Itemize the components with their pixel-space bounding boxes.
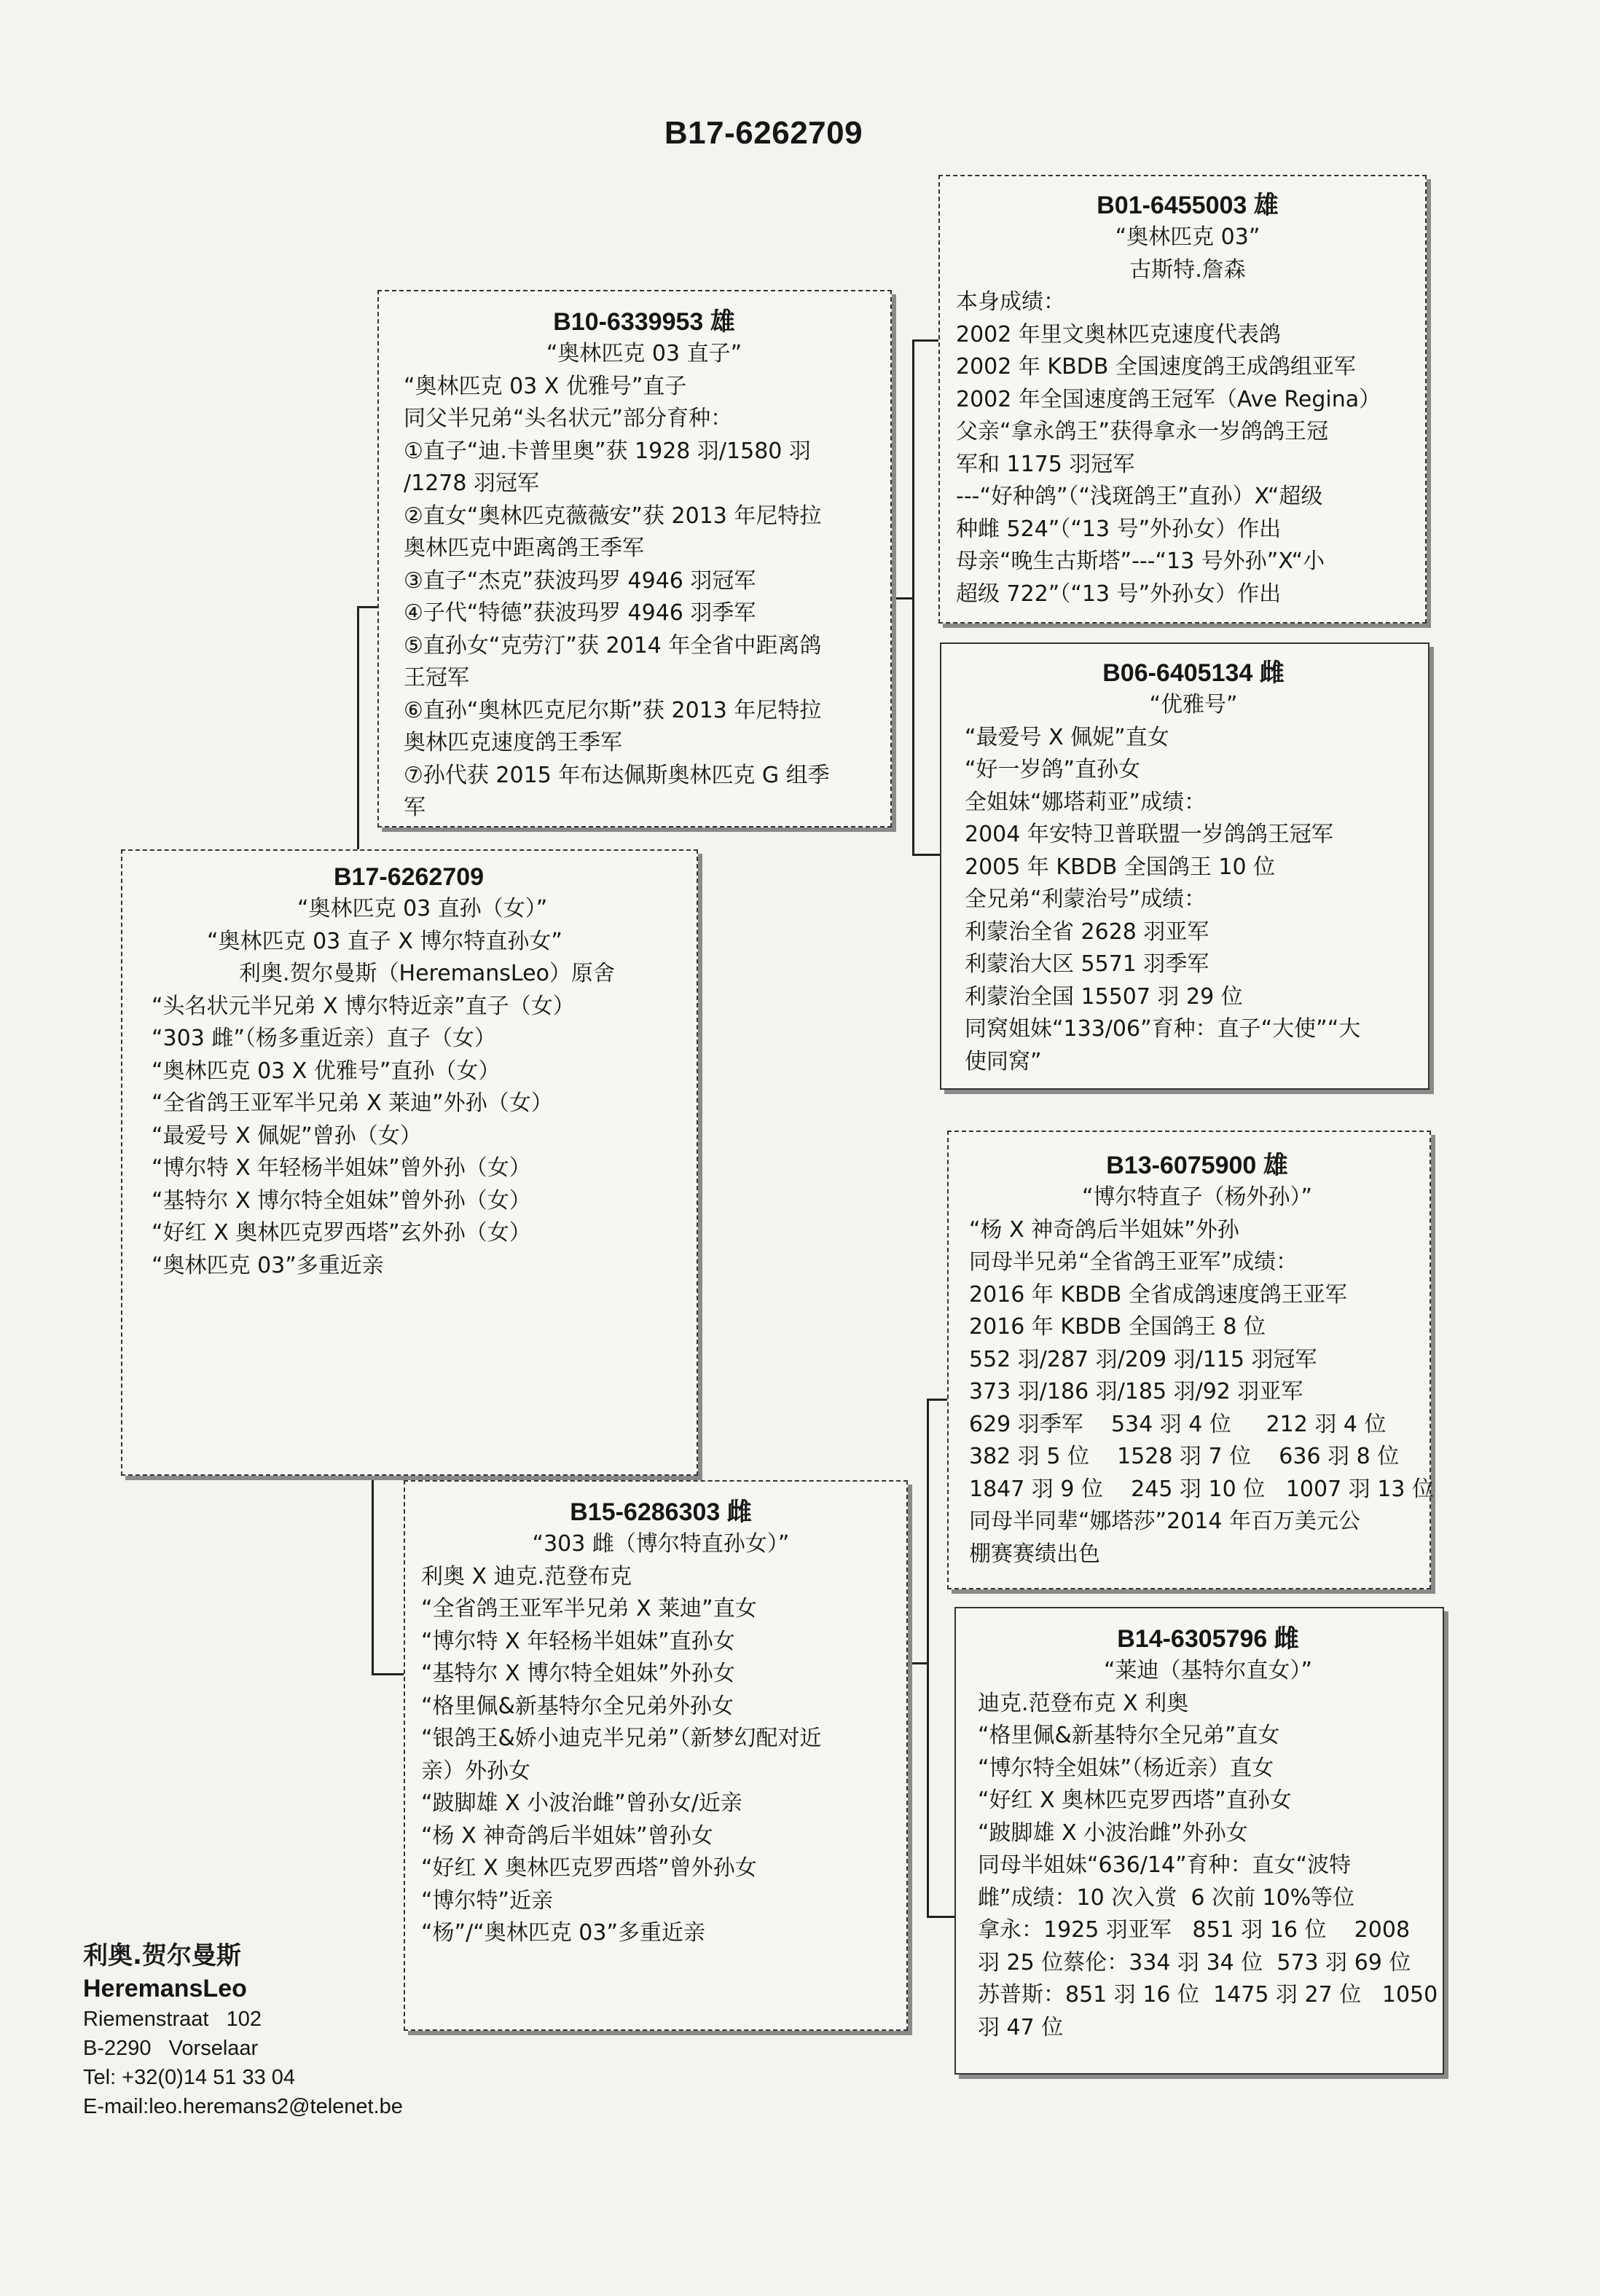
bird-id: B01-6455003 雄	[1097, 192, 1279, 219]
bird-line: “好一岁鸽”直孙女	[965, 757, 1141, 782]
bird-line: /1278 羽冠军	[404, 471, 539, 496]
bird-line: 552 羽/287 羽/209 羽/115 羽冠军	[969, 1346, 1317, 1372]
bird-line: “最爱号 X 佩妮”曾孙（女）	[152, 1123, 422, 1149]
bird-line: “优雅号”	[1149, 692, 1238, 718]
bird-id: B14-6305796 雌	[1117, 1625, 1299, 1653]
bird-line: 奥林匹克速度鸽王季军	[404, 730, 622, 755]
bird-line: “最爱号 X 佩妮”直女	[965, 724, 1169, 750]
bird-line: 2002 年 KBDB 全国速度鸽王成鸽组亚军	[956, 354, 1356, 380]
bird-line: 羽 47 位	[978, 2014, 1064, 2040]
bird-line: “好红 X 奥林匹克罗西塔”直孙女	[978, 1788, 1292, 1813]
bird-line: “奥林匹克 03”多重近亲	[152, 1252, 384, 1278]
bird-line: 2016 年 KBDB 全国鸽王 8 位	[969, 1314, 1266, 1340]
bird-line: “跛脚雄 X 小波治雌”曾孙女/近亲	[421, 1790, 742, 1816]
bird-line: 军	[404, 795, 426, 820]
address-tel: Tel: +32(0)14 51 33 04	[83, 2066, 296, 2089]
breeder-address	[83, 1939, 491, 2121]
connector-b10-parents	[896, 597, 914, 599]
bird-id: B17-6262709	[334, 863, 485, 891]
bird-line: “好红 X 奥林匹克罗西塔”曾外孙女	[421, 1855, 757, 1881]
connector-b15-parents	[911, 1662, 928, 1664]
bird-line: 古斯特.詹森	[1129, 256, 1246, 283]
pedigree-box-b06	[940, 642, 1430, 1090]
bird-line: ---“好种鸽”（“浅斑鸽王”直孙）X“超级	[956, 484, 1323, 509]
bird-line: “博尔特 X 年轻杨半姐妹”曾外孙（女）	[152, 1155, 531, 1181]
bird-line: 629 羽季军 534 羽 4 位 212 羽 4 位	[969, 1411, 1387, 1437]
bird-line: 王冠军	[404, 665, 469, 691]
breeder-name-cn: 利奥.贺尔曼斯	[83, 1941, 241, 1970]
bird-line: ④子代“特德”获波玛罗 4946 羽季军	[404, 600, 756, 626]
bird-line: ②直女“奥林匹克薇薇安”获 2013 年尼特拉	[404, 503, 822, 529]
bird-line: “博尔特 X 年轻杨半姐妹”直孙女	[421, 1628, 735, 1654]
pedigree-box-b17	[121, 849, 698, 1476]
bird-line: “基特尔 X 博尔特全姐妹”外孙女	[421, 1661, 735, 1686]
connector-b15-parents	[927, 1399, 929, 1916]
bird-line: 2002 年里文奥林匹克速度代表鸽	[956, 321, 1281, 347]
bird-line: “奥林匹克 03”	[1115, 224, 1260, 250]
bird-line: “杨 X 神奇鸽后半姐妹”曾孙女	[421, 1823, 713, 1849]
bird-line: “杨 X 神奇鸽后半姐妹”外孙	[969, 1216, 1239, 1243]
bird-line: 382 羽 5 位 1528 羽 7 位 636 羽 8 位	[969, 1444, 1400, 1469]
bird-line: 亲）外孙女	[421, 1758, 530, 1784]
bird-line: “全省鸽王亚军半兄弟 X 莱迪”直女	[421, 1596, 757, 1621]
bird-id: B13-6075900 雄	[1106, 1152, 1288, 1179]
bird-line: “好红 X 奥林匹克罗西塔”玄外孙（女）	[152, 1220, 531, 1246]
bird-line: “奥林匹克 03 直孙（女）”	[297, 896, 548, 921]
bird-line: “头名状元半兄弟 X 博尔特近亲”直子（女）	[152, 993, 575, 1019]
bird-line: “格里佩&新基特尔全兄弟”直女	[978, 1723, 1280, 1748]
bird-line: 全姐妹“娜塔莉亚”成绩：	[965, 789, 1207, 815]
pedigree-box-b01	[938, 175, 1427, 624]
bird-line: 1847 羽 9 位 245 羽 10 位 1007 羽 13 位	[969, 1476, 1434, 1502]
bird-line: 奥林匹克中距离鸽王季军	[404, 535, 644, 561]
bird-line: 2016 年 KBDB 全省成鸽速度鸽王亚军	[969, 1281, 1347, 1308]
bird-line: “奥林匹克 03 直子”	[546, 341, 742, 366]
connector-b17-sire	[357, 606, 359, 854]
connector-b17-dam	[372, 1673, 404, 1675]
pedigree-box-b14	[954, 1607, 1444, 2075]
connector-b10-parents	[912, 854, 941, 856]
connector-b10-parents	[912, 339, 914, 854]
address-street: Riemenstraat 102	[83, 2008, 262, 2031]
connector-b15-parents	[927, 1916, 956, 1918]
bird-line: ⑥直孙“奥林匹克尼尔斯”获 2013 年尼特拉	[404, 697, 822, 723]
address-city: B-2290 Vorselaar	[83, 2037, 259, 2060]
bird-line: 苏普斯：851 羽 16 位 1475 羽 27 位 1050	[978, 1982, 1438, 2008]
bird-line: 全兄弟“利蒙治号”成绩：	[965, 886, 1207, 912]
bird-line: 利奥.贺尔曼斯（HeremansLeo）原舍	[239, 961, 615, 986]
bird-line: 军和 1175 羽冠军	[956, 451, 1135, 477]
bird-id: B06-6405134 雌	[1102, 659, 1285, 687]
bird-line: 超级 722”（“13 号”外孙女）作出	[956, 581, 1282, 607]
connector-b10-parents	[912, 339, 940, 342]
bird-id: B15-6286303 雌	[570, 1498, 752, 1526]
bird-line: “303 雌”（杨多重近亲）直子（女）	[152, 1026, 496, 1051]
bird-line: 2002 年全国速度鸽王冠军（Ave Regina）	[956, 386, 1381, 412]
breeder-name-en: HeremansLeo	[83, 1975, 247, 2002]
bird-line: “博尔特全姐妹”（杨近亲）直女	[978, 1755, 1274, 1781]
bird-line: “博尔特直子（杨外孙）”	[1081, 1184, 1313, 1210]
bird-line: 同父半兄弟“头名状元”部分育种：	[404, 406, 733, 431]
bird-line: “303 雌（博尔特直孙女）”	[532, 1531, 790, 1557]
bird-line: 同母半同辈“娜塔莎”2014 年百万美元公	[969, 1509, 1360, 1534]
bird-line: 棚赛赛绩出色	[969, 1541, 1100, 1567]
bird-line: 2004 年安特卫普联盟一岁鸽鸽王冠军	[965, 822, 1333, 847]
bird-line: “奥林匹克 03 X 优雅号”直子	[404, 373, 687, 399]
bird-line: 同窝姐妹“133/06”育种：直子“大使”“大	[965, 1016, 1361, 1042]
bird-line: 迪克.范登布克 X 利奥	[978, 1690, 1189, 1716]
bird-line: 同母半兄弟“全省鸽王亚军”成绩：	[969, 1249, 1298, 1275]
bird-line: “基特尔 X 博尔特全姐妹”曾外孙（女）	[152, 1187, 531, 1214]
bird-line: 母亲“晚生古斯塔”---“13 号外孙”X“小	[956, 549, 1325, 574]
bird-line: ①直子“迪.卡普里奥”获 1928 羽/1580 羽	[404, 438, 811, 464]
bird-line: “全省鸽王亚军半兄弟 X 莱迪”外孙（女）	[152, 1090, 553, 1116]
bird-line: “杨”/“奥林匹克 03”多重近亲	[421, 1920, 705, 1946]
bird-line: 种雌 524”（“13 号”外孙女）作出	[956, 516, 1282, 542]
page-title: B17-6262709	[664, 115, 863, 151]
bird-line: 雌”成绩：10 次入赏 6 次前 10%等位	[978, 1884, 1355, 1911]
connector-b17-dam	[372, 1464, 374, 1675]
bird-line: ③直子“杰克”获波玛罗 4946 羽冠军	[404, 567, 756, 594]
bird-line: 父亲“拿永鸽王”获得拿永一岁鸽鸽王冠	[956, 419, 1329, 444]
bird-line: 本身成绩：	[956, 289, 1065, 315]
address-email: E-mail:leo.heremans2@telenet.be	[83, 2095, 403, 2118]
bird-line: 373 羽/186 羽/185 羽/92 羽亚军	[969, 1379, 1303, 1404]
bird-line: 使同窝”	[965, 1048, 1042, 1074]
bird-line: “银鸽王&娇小迪克半兄弟”（新梦幻配对近	[421, 1726, 822, 1751]
bird-line: 羽 25 位蔡伦：334 羽 34 位 573 羽 69 位	[978, 1949, 1411, 1975]
bird-line: “跛脚雄 X 小波治雌”外孙女	[978, 1820, 1248, 1846]
bird-line: “博尔特”近亲	[421, 1887, 554, 1914]
bird-line: “奥林匹克 03 X 优雅号”直孙（女）	[152, 1058, 501, 1084]
bird-line: 2005 年 KBDB 全国鸽王 10 位	[965, 854, 1276, 880]
bird-line: “格里佩&新基特尔全兄弟外孙女	[421, 1693, 734, 1719]
bird-line: ⑤直孙女“克劳汀”获 2014 年全省中距离鸽	[404, 632, 822, 658]
bird-line: 同母半姐妹“636/14”育种：直女“波特	[978, 1852, 1352, 1878]
bird-line: ⑦孙代获 2015 年布达佩斯奥林匹克 G 组季	[404, 762, 830, 788]
bird-id: B10-6339953 雄	[553, 308, 735, 336]
bird-line: 拿永：1925 羽亚军 851 羽 16 位 2008	[978, 1917, 1411, 1943]
bird-line: “奥林匹克 03 直子 X 博尔特直孙女”	[207, 928, 562, 954]
bird-line: 利蒙治大区 5571 羽季军	[965, 951, 1209, 977]
bird-line: “莱迪（基特尔直女）”	[1103, 1658, 1313, 1683]
bird-line: 利奥 X 迪克.范登布克	[421, 1563, 632, 1589]
bird-line: 利蒙治全国 15507 羽 29 位	[965, 983, 1243, 1010]
pedigree-box-b13	[947, 1131, 1434, 1589]
pedigree-box-b10	[377, 290, 892, 827]
bird-line: 利蒙治全省 2628 羽亚军	[965, 919, 1209, 945]
